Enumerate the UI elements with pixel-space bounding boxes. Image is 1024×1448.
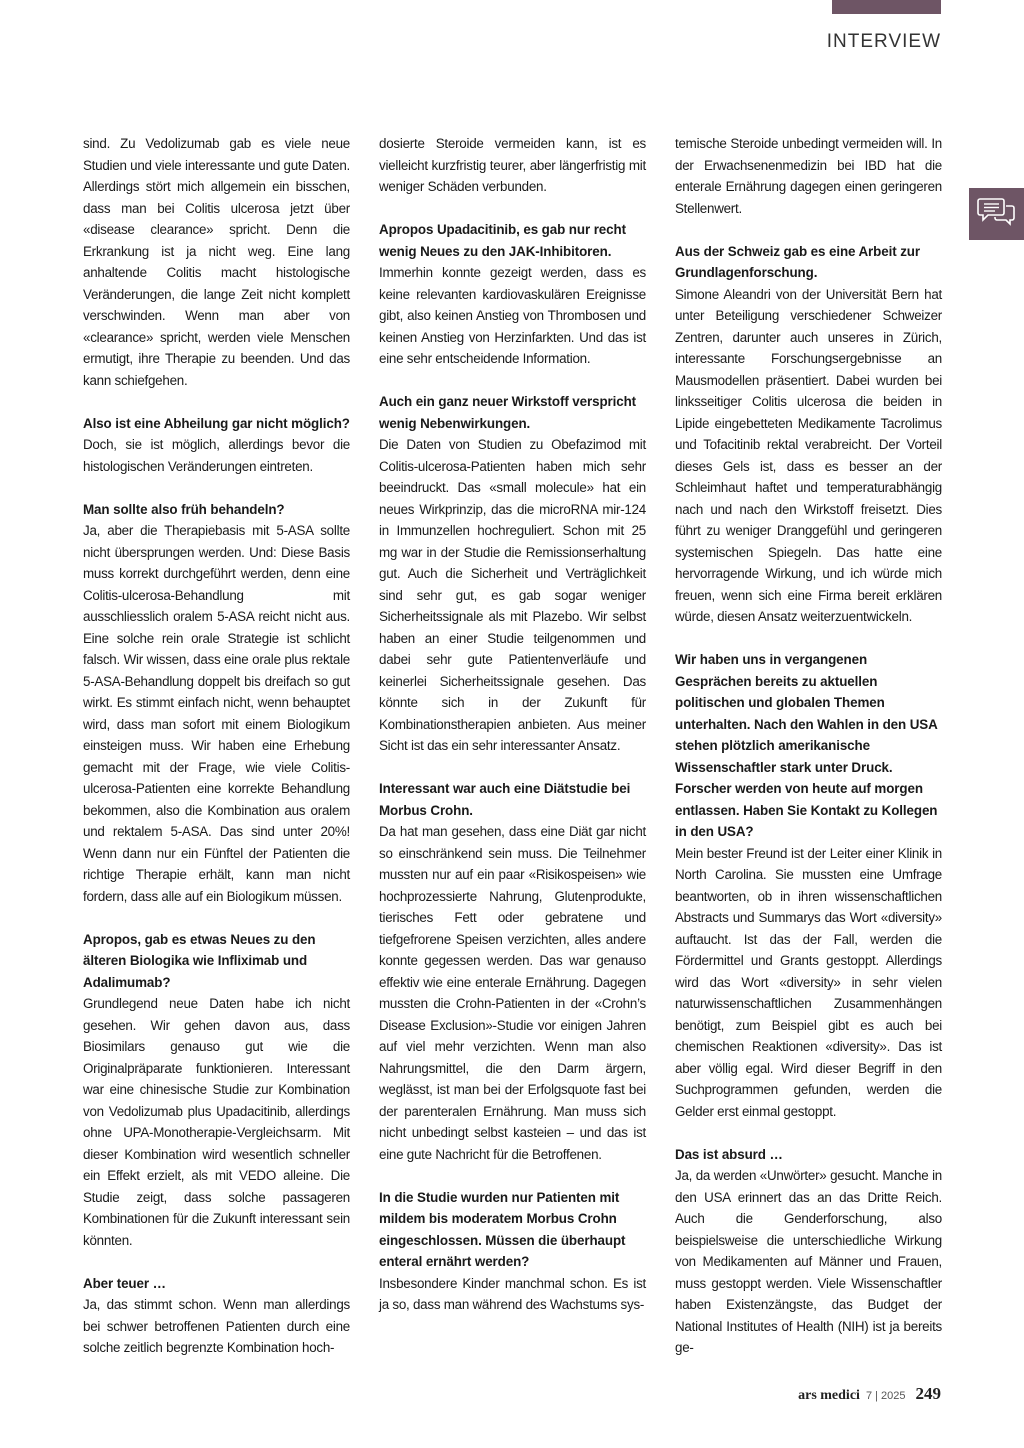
section-label: INTERVIEW	[826, 31, 941, 52]
page-footer	[798, 1384, 941, 1404]
chat-bubbles-icon	[977, 196, 1017, 233]
interview-question: Das ist absurd …	[675, 1146, 783, 1162]
top-accent-bar	[832, 0, 941, 14]
article-column-3	[675, 133, 942, 1359]
page-number: 249	[915, 1384, 941, 1403]
interview-question: In die Studie wurden nur Patienten mit mildem bis moderatem Morbus Crohn eingeschlossen. Müssen die überhaupt enteral ernährt werden?	[379, 1189, 626, 1269]
interview-answer: Ja, aber die Therapiebasis mit 5-ASA sollte nicht übersprungen werden. Und: Diese Basis muss korrekt durchgeführt werden, denn eine Colitis-ulcerosa-Behandlung mit ausschliesslich oralem 5-ASA reicht nicht aus. Eine solche rein orale Strategie ist schlicht falsch. Wir wissen, dass eine orale plus rektale 5-ASA-Behandlung doppelt bis dreifach so gut wirkt. Es stimmt einfach nicht, wenn behauptet wird, dass man sofort mit einem Biologikum einsteigen muss. Wir haben eine Erhebung gemacht mit der Frage, wie viele Colitis-ulcerosa-Patienten eine korrekte Behandlung bekommen, also die Kombination aus oralem und rektalem 5-ASA. Das sind unter 20%! Wenn dann nur ein Fünftel der Patienten die richtige Therapie erhält, kann man nicht fordern, dass alle auf ein Biologikum müssen.	[83, 523, 350, 904]
interview-question: Man sollte also früh behandeln?	[83, 501, 285, 517]
interview-question: Apropos Upadacitinib, es gab nur recht wenig Neues zu den JAK-Inhibitoren.	[379, 222, 626, 259]
interview-answer: Insbesondere Kinder manchmal schon. Es ist ja so, dass man während des Wachstums sys-	[379, 1275, 646, 1312]
interview-question: Aus der Schweiz gab es eine Arbeit zur Grundlagenforschung.	[675, 243, 920, 280]
article-column-1	[83, 133, 350, 1359]
side-tab[interactable]	[969, 188, 1024, 240]
interview-question: Also ist eine Abheilung gar nicht möglich?	[83, 415, 350, 431]
interview-answer: Simone Aleandri von der Universität Bern hat unter Beteiligung verschiedener Schweizer Zentren, darunter auch unseres in Zürich, interessante Forschungsergebnisse an Mausmodellen präsentiert. Dabei wurden bei linksseitiger Colitis ulcerosa die beiden in Lipide eingebetteten Medikamente Tacrolimus und Tofacitinib rektal verabreicht. Der Vorteil dieses Gels ist, dass es besser an der Schleimhaut haftet und temperaturabhängig nach und nach den Wirkstoff freisetzt. Dies führt zu weniger Dranggefühl und geringeren systemischen Spiegeln. Das hatte eine hervorragende Wirkung, und ich würde mich freuen, wenn sich eine Firma bereit erklären würde, diesen Ansatz weiterzuentwickeln.	[675, 286, 942, 624]
interview-answer: Ja, da werden «Unwörter» gesucht. Manche in den USA erinnert das an das Dritte Reich. Auch die Genderforschung, also beispielsweise die unterschiedliche Wirkung von Medikamenten auf Männer und Frauen, muss gestoppt werden. Viele Wissenschaftler haben Existenzängste, das Budget der National Institutes of Health (NIH) ist ja bereits ge-	[675, 1168, 942, 1355]
interview-answer: Mein bester Freund ist der Leiter einer Klinik in North Carolina. Sie mussten eine Umfrage beantworten, ob in ihren wissenschaftlichen Abstracts und Summarys das Wort «diversity» auftaucht. Ist das der Fall, werden die Fördermittel und Grants gestoppt. Allerdings wird das Wort «diversity» in sehr vielen naturwissenschaftlichen Zusammenhängen benötigt, zum Beispiel gibt es auch bei chemischen Reaktionen «diversity». Das ist aber völlig egal. Wird dieser Begriff in den Suchprogrammen gefunden, werden die Gelder erst einmal gestoppt.	[675, 845, 942, 1119]
magazine-brand: ars medici	[798, 1388, 860, 1403]
article-column-2	[379, 133, 646, 1316]
interview-question: Wir haben uns in vergangenen Gesprächen bereits zu aktuellen politischen und globalen Themen unterhalten. Nach den Wahlen in den USA stehen plötzlich amerikanische Wissenschaftler stark unter Druck. Forscher werden von heute auf morgen entlassen. Haben Sie Kontakt zu Kollegen in den USA?	[675, 652, 938, 839]
interview-question: Aber teuer …	[83, 1275, 166, 1291]
interview-answer: Da hat man gesehen, dass eine Diät gar nicht so einschränkend sein muss. Die Teilnehmer mussten nur auf ein paar «Risikospeisen» wie hochprozessierte Nahrung, Glutenprodukte, tierisches Fett oder gebratene und tiefgefrorene Speisen verzichten, alles andere konnte gegessen werden. Das war genauso effektiv wie eine enterale Ernährung. Dagegen mussten die Crohn-Patienten in der «Crohn’s Disease Exclusion»-Studie vor einigen Jahren auf viel mehr verzichten. Wenn man also Nahrungsmittel, die den Darm ärgern, weglässt, ist man bei der Erfolgsquote fast bei der parenteralen Ernährung. Man muss sich nicht unbedingt selbst kasteien – und das ist eine gute Nachricht für die Betroffenen.	[379, 824, 646, 1162]
interview-answer: Grundlegend neue Daten habe ich nicht gesehen. Wir gehen davon aus, dass Biosimilars genauso gut wie die Originalpräparate funktionieren. Interessant war eine chinesische Studie zur Kombination von Vedolizumab plus Upadacitinib, allerdings ohne UPA-Monotherapie-Vergleichsarm. Mit dieser Kombination wird wesentlich schneller ein Effekt erzielt, als mit VEDO alleine. Die Studie zeigt, dass solche passageren Kombinationen für die Zukunft interessant sein könnten.	[83, 996, 350, 1248]
interview-answer: Immerhin konnte gezeigt werden, dass es keine relevanten kardiovaskulären Ereignisse gibt, also keinen Anstieg von Thrombosen und keinen Anstieg von Herzinfarkten. Und das ist eine sehr entscheidende Information.	[379, 265, 646, 366]
issue-number: 7 | 2025	[865, 1390, 906, 1402]
interview-question: Apropos, gab es etwas Neues zu den älteren Biologika wie Infliximab und Adalimumab?	[83, 931, 316, 990]
interview-answer: Die Daten von Studien zu Obefazimod mit Colitis-ulcerosa-Patienten haben mich sehr beeindruckt. Das «small molecule» hat ein neues Wirkprinzip, das die microRNA mir-124 in Immunzellen hochreguliert. Schon mit 25 mg war in der Studie die Remissionserhaltung gut. Auch die Sicherheit und Verträglichkeit sind sehr gut, es gab sogar weniger Sicherheitssignale als mit Plazebo. Wir selbst haben an einer Studie teilgenommen und dabei sehr gute Patientenverläufe und keinerlei Sicherheitssignale gesehen. Das könnte sich in der Zukunft für Kombinationstherapien anbieten. Aus meiner Sicht ist das ein sehr interessanter Ansatz.	[379, 437, 646, 753]
interview-answer: Ja, das stimmt schon. Wenn man allerdings bei schwer betroffenen Patienten durch eine solche zeitlich begrenzte Kombination hoch-	[83, 1297, 350, 1355]
interview-answer: dosierte Steroide vermeiden kann, ist es vielleicht kurzfristig teurer, aber längerfristig mit weniger Schäden verbunden.	[379, 136, 646, 194]
interview-answer: sind. Zu Vedolizumab gab es viele neue Studien und viele interessante und gute Daten. Allerdings stört mich allgemein ein bisschen, dass man bei Colitis ulcerosa jetzt über «disease clearance» spricht. Denn die Erkrankung ist ja nicht weg. Eine lang anhaltende Colitis macht histologische Veränderungen, die lange Zeit nicht komplett verschwinden. Wenn man aber von «clearance» spricht, werden viele Menschen ermutigt, ihre Therapie zu beenden. Und das kann schiefgehen.	[83, 136, 350, 388]
interview-question: Interessant war auch eine Diätstudie bei Morbus Crohn.	[379, 781, 631, 818]
interview-question: Auch ein ganz neuer Wirkstoff verspricht wenig Nebenwirkungen.	[379, 394, 637, 431]
interview-answer: Doch, sie ist möglich, allerdings bevor die histologischen Veränderungen eintreten.	[83, 437, 350, 474]
interview-answer: temische Steroide unbedingt vermeiden will. In der Erwachsenenmedizin bei IBD hat die enterale Ernährung dagegen einen geringeren Stellenwert.	[675, 136, 942, 216]
